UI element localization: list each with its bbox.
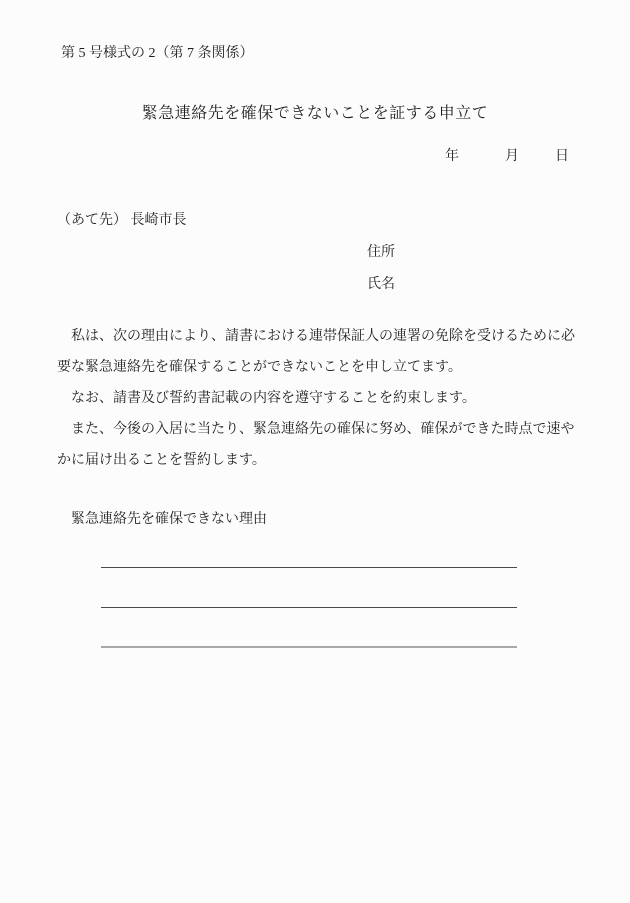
body-text	[57, 321, 575, 476]
reason-lines	[101, 567, 517, 687]
date-line	[445, 148, 569, 166]
body-text-line: 私は、次の理由により、請書における連帯保証人の連署の免除を受けるために必	[57, 329, 575, 344]
day-label: 日	[555, 149, 569, 164]
reason-blank-line	[101, 607, 517, 608]
body-text-line: 要な緊急連絡先を確保することができないことを申し立てます。	[57, 360, 462, 375]
body-text-line: また、今後の入居に当たり、緊急連絡先の確保に努め、確保ができた時点で速や	[57, 422, 575, 437]
reason-blank-line	[101, 567, 517, 568]
body-text-line: なお、請書及び誓約書記載の内容を遵守することを約束します。	[57, 391, 476, 406]
document-title: 緊急連絡先を確保できないことを証する申立て	[141, 105, 489, 122]
year-label: 年	[445, 149, 459, 164]
body-text-line: かに届け出ることを誓約します。	[57, 453, 266, 468]
reason-heading: 緊急連絡先を確保できない理由	[71, 512, 267, 527]
addressee: （あて先） 長崎市長	[57, 213, 187, 228]
name-label: 氏名	[367, 277, 395, 292]
form-number: 第 5 号様式の 2（第 7 条関係）	[61, 46, 254, 61]
address-label: 住所	[367, 245, 395, 260]
month-label: 月	[505, 149, 519, 164]
reason-blank-line	[101, 646, 517, 648]
